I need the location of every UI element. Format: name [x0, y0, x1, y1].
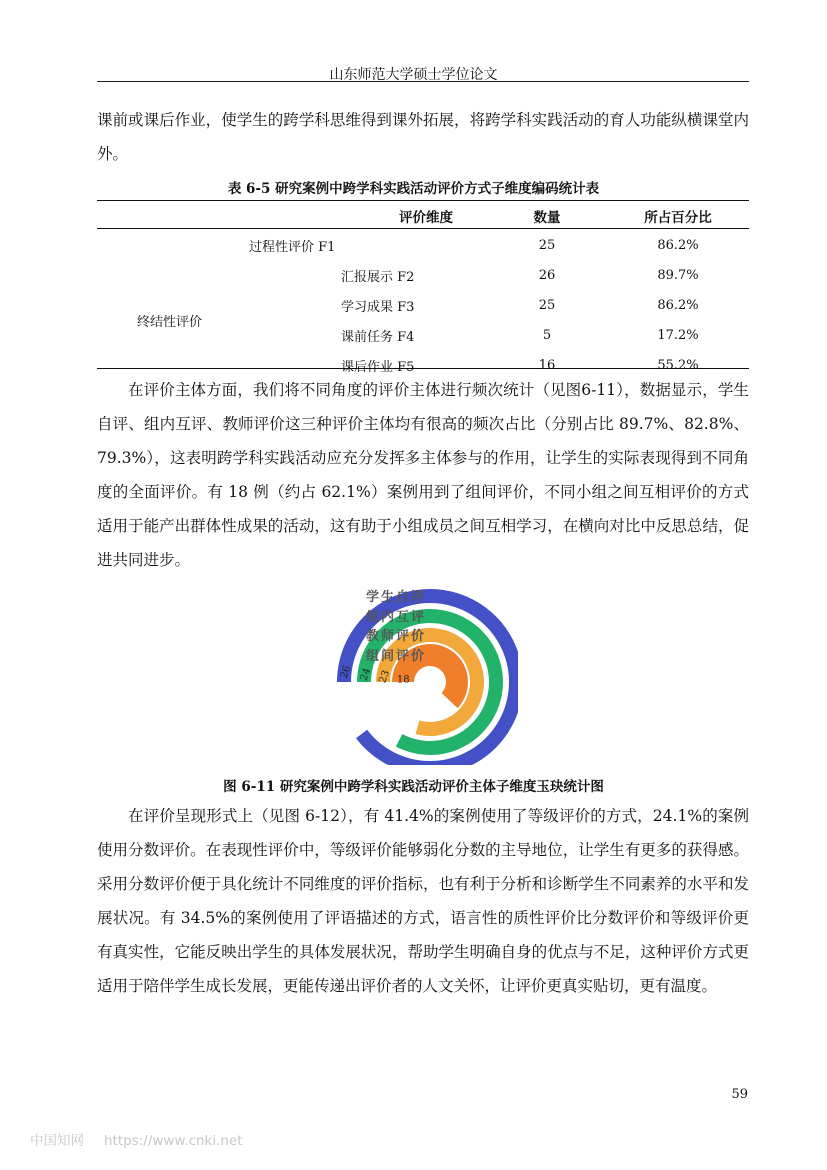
row-percent: 89.7%: [657, 267, 699, 283]
row-count: 5: [542, 327, 552, 343]
paragraph-1-text: 课前或课后作业，使学生的跨学科思维得到课外拓展，将跨学科实践活动的育人功能纵横课堂内外。: [97, 111, 749, 163]
radial-bar-chart: [318, 575, 518, 765]
table-row: [97, 260, 749, 290]
ring-value-label: 24: [358, 666, 374, 683]
col-header-count: 数量: [533, 209, 561, 226]
coding-stats-table: [97, 201, 749, 380]
row-percent: 86.2%: [657, 237, 699, 253]
row-count: 25: [538, 297, 556, 313]
row-label: 课前任务 F4: [341, 329, 415, 345]
row-percent: 55.2%: [657, 357, 699, 373]
row-label: 课后作业 F5: [341, 359, 415, 375]
row-count: 26: [538, 267, 556, 283]
ring-category-label: 组内互评: [365, 610, 426, 625]
page-number: 59: [731, 1087, 748, 1102]
row-percent: 17.2%: [657, 327, 699, 343]
cnki-watermark: [30, 1129, 243, 1149]
table-caption: 表 6-5 研究案例中跨学科实践活动评价方式子维度编码统计表: [227, 181, 600, 197]
ring-value-label: 26: [338, 664, 354, 680]
ring-value-label: 23: [377, 668, 393, 685]
row-percent: 86.2%: [657, 297, 699, 313]
group-label: 终结性评价: [137, 314, 203, 330]
row-count: 25: [538, 237, 556, 253]
ring-category-label: 教师评价: [365, 629, 426, 644]
paragraph-2: [97, 373, 749, 577]
row-label: 汇报展示 F2: [341, 269, 415, 285]
ring-value-label: 18: [396, 674, 410, 686]
running-header: 山东师范大学硕士学位论文: [329, 67, 498, 83]
paragraph-3-text: 在评价呈现形式上（见图 6-12），有 41.4%的案例使用了等级评价的方式，24.1%的案例使用分数评价。在表现性评价中，等级评价能够弱化分数的主导地位，让学生有更多的获得感。采用分数评价便于具化统计不同维度的评价指标，也有利于分析和诊断学生不同素养的水平和发展状况。有 34.5%的案例使用了评语描述的方式，语言性的质性评价比分数评价和等级评价更有真实性，它能反映出学生的具体发展状况，帮助学生明确自身的优点与不足，这种评价方式更适用于陪伴学生成长发展，更能传递出评价者的人文关怀，让评价更真实贴切，更有温度。: [97, 807, 749, 995]
row-label: 学习成果 F3: [341, 299, 415, 315]
ring-category-label: 组间评价: [365, 649, 426, 664]
figure-caption: 图 6-11 研究案例中跨学科实践活动评价主体子维度玉玦统计图: [223, 779, 604, 795]
paragraph-1: [97, 103, 749, 171]
table-header-row: [97, 201, 749, 230]
ring-category-label: 学生自评: [365, 590, 426, 605]
table-row: [97, 230, 749, 260]
watermark-url: https://www.cnki.net: [104, 1133, 243, 1149]
paragraph-2-text: 在评价主体方面，我们将不同角度的评价主体进行频次统计（见图6-11），数据显示，学生自评、组内互评、教师评价这三种评价主体均有很高的频次占比（分别占比 89.7%、82.8%、79.3%），这表明跨学科实践活动应充分发挥多主体参与的作用，让学生的实际表现得到不同角度的全面评价。有 18 例（约占 62.1%）案例用到了组间评价，不同小组之间互相评价的方式适用于能产出群体性成果的活动，这有助于小组成员之间互相学习，在横向对比中反思总结，促进共同进步。: [97, 381, 749, 569]
col-header-percent: 所占百分比: [644, 209, 712, 226]
col-header-dimension: 评价维度: [399, 209, 453, 226]
watermark-brand: 中国知网: [30, 1133, 84, 1149]
row-count: 16: [538, 357, 556, 373]
header-rule: [97, 81, 749, 82]
paragraph-3: [97, 799, 749, 1003]
row-label: 过程性评价 F1: [249, 239, 336, 255]
